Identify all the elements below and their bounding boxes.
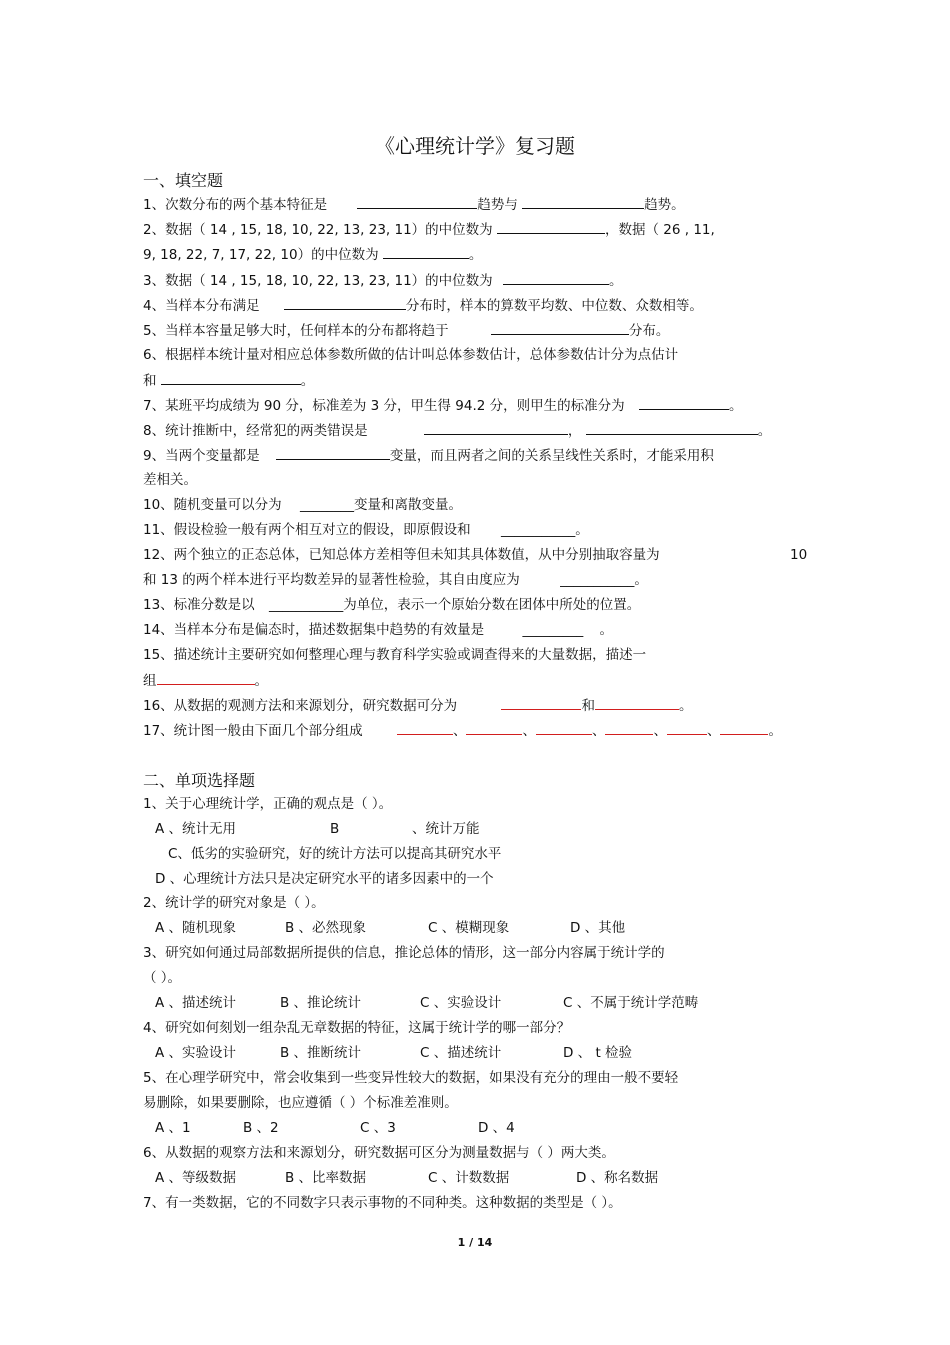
choice-6-option-d[interactable]: D 、称名数据 bbox=[576, 1170, 659, 1186]
q5-end: 分布。 bbox=[628, 323, 670, 339]
answer-blank[interactable] bbox=[161, 371, 301, 385]
q14-end: 。 bbox=[599, 622, 614, 638]
question-3 bbox=[143, 271, 622, 290]
choice-5-option-b[interactable]: B 、2 bbox=[243, 1120, 279, 1136]
answer-blank[interactable] bbox=[284, 296, 406, 310]
q10-text: 10、随机变量可以分为 bbox=[143, 497, 282, 513]
answer-blank[interactable] bbox=[424, 421, 568, 435]
q11-end: 。 bbox=[575, 522, 589, 538]
answer-blank[interactable]: ___________ bbox=[560, 572, 635, 588]
q17-end: 。 bbox=[768, 723, 782, 739]
question-12 bbox=[143, 546, 660, 564]
question-1 bbox=[143, 195, 685, 214]
q9-mid: 变量，而且两者之间的关系呈线性关系时，才能采用积 bbox=[389, 448, 714, 464]
q8-end: 。 bbox=[757, 423, 772, 439]
answer-blank[interactable] bbox=[536, 721, 592, 735]
q1-mid: 趋势与 bbox=[477, 197, 518, 213]
q12-text: 12、两个独立的正态总体，已知总体方差相等但未知其具体数值，从中分别抽取容量为 bbox=[143, 547, 660, 563]
choice-4-option-b[interactable]: B 、推断统计 bbox=[280, 1045, 362, 1061]
q4-end: 分布时，样本的算数平均数、中位数、众数相等。 bbox=[405, 298, 703, 314]
question-9-cont: 差相关。 bbox=[143, 472, 197, 488]
answer-blank[interactable] bbox=[491, 321, 629, 335]
choice-4-option-c[interactable]: C 、描述统计 bbox=[420, 1045, 502, 1061]
q16-text: 16、从数据的观测方法和来源划分，研究数据可分为 bbox=[143, 698, 458, 714]
q2-mid: ，数据（ 26 , 11, bbox=[604, 222, 715, 238]
question-16 bbox=[143, 696, 692, 715]
question-10 bbox=[143, 496, 462, 514]
q15-text-2: 组 bbox=[143, 673, 157, 689]
answer-blank[interactable]: _________ bbox=[522, 622, 584, 638]
choice-3-option-a[interactable]: A 、描述统计 bbox=[155, 995, 237, 1011]
q6-text: 6、根据样本统计量对相应总体参数所做的估计叫总体参数估计，总体参数估计分为点估计 bbox=[143, 347, 679, 363]
choice-1-option-a[interactable]: A 、统计无用 bbox=[155, 821, 237, 837]
q6-text-2: 和 bbox=[143, 373, 157, 389]
q7-end: 。 bbox=[728, 398, 743, 414]
q3-text: 3、数据（ 14 , 15, 18, 10, 22, 13, 23, 11）的中位数为 bbox=[143, 273, 493, 289]
choice-1-option-d[interactable]: D 、心理统计方法只是决定研究水平的诸多因素中的一个 bbox=[155, 871, 494, 887]
answer-blank[interactable] bbox=[157, 671, 255, 685]
question-11 bbox=[143, 521, 589, 539]
q3-end: 。 bbox=[608, 273, 623, 289]
q5-text: 5、当样本容量足够大时，任何样本的分布都将趋于 bbox=[143, 323, 449, 339]
answer-blank[interactable] bbox=[595, 696, 679, 710]
q13-end: 为单位，表示一个原始分数在团体中所处的位置。 bbox=[343, 597, 641, 613]
choice-question-1: 1、关于心理统计学，正确的观点是（ ）。 bbox=[143, 796, 393, 812]
q12-number: 10 bbox=[790, 547, 808, 563]
question-8 bbox=[143, 421, 771, 440]
q10-end: 变量和离散变量。 bbox=[353, 497, 462, 513]
choice-3-option-c[interactable]: C 、实验设计 bbox=[420, 995, 502, 1011]
choice-2-option-a[interactable]: A 、随机现象 bbox=[155, 920, 237, 936]
choice-2-option-c[interactable]: C 、模糊现象 bbox=[428, 920, 510, 936]
q2-text-2: 9, 18, 22, 7, 17, 22, 10）的中位数为 bbox=[143, 247, 379, 263]
question-15-cont bbox=[143, 671, 268, 690]
separator: 、 bbox=[706, 723, 721, 739]
answer-blank[interactable] bbox=[501, 696, 581, 710]
choice-question-5: 5、在心理学研究中，常会收集到一些变异性较大的数据，如果没有充分的理由一般不要轻 bbox=[143, 1070, 679, 1086]
choice-1-option-b[interactable]: B bbox=[330, 821, 340, 837]
q12-text-2: 和 13 的两个样本进行平均数差异的显著性检验，其自由度应为 bbox=[143, 572, 520, 588]
question-6 bbox=[143, 346, 678, 364]
answer-blank[interactable] bbox=[503, 271, 609, 285]
q9-text: 9、当两个变量都是 bbox=[143, 448, 260, 464]
answer-blank[interactable] bbox=[383, 245, 469, 259]
q16-mid: 和 bbox=[581, 698, 595, 714]
answer-blank[interactable] bbox=[276, 446, 390, 460]
choice-question-2: 2、统计学的研究对象是（ ）。 bbox=[143, 895, 325, 911]
question-5 bbox=[143, 321, 669, 340]
choice-3-option-d[interactable]: C 、不属于统计学范畴 bbox=[563, 995, 699, 1011]
answer-blank[interactable] bbox=[357, 195, 477, 209]
choice-2-option-b[interactable]: B 、必然现象 bbox=[285, 920, 367, 936]
question-13 bbox=[143, 596, 640, 614]
separator: 、 bbox=[591, 723, 606, 739]
question-6-cont bbox=[143, 371, 314, 390]
choice-4-option-d[interactable]: D 、 t 检验 bbox=[563, 1045, 633, 1061]
q13-text: 13、标准分数是以 bbox=[143, 597, 255, 613]
q14-text: 14、当样本分布是偏态时，描述数据集中趋势的有效量是 bbox=[143, 622, 485, 638]
answer-blank[interactable]: ________ bbox=[299, 497, 354, 513]
question-14 bbox=[143, 621, 613, 639]
question-2 bbox=[143, 220, 715, 239]
choice-question-4: 4、研究如何刻划一组杂乱无章数据的特征，这属于统计学的哪一部分？ bbox=[143, 1020, 571, 1036]
choice-5-option-a[interactable]: A 、1 bbox=[155, 1120, 191, 1136]
answer-blank[interactable] bbox=[586, 421, 758, 435]
section-choice-heading: 二、单项选择题 bbox=[143, 771, 256, 790]
q16-end: 。 bbox=[678, 698, 693, 714]
choice-question-3: 3、研究如何通过局部数据所提供的信息，推论总体的情形，这一部分内容属于统计学的 bbox=[143, 945, 665, 961]
answer-blank[interactable] bbox=[605, 721, 653, 735]
choice-2-option-d[interactable]: D 、其他 bbox=[570, 920, 626, 936]
answer-blank[interactable]: ___________ bbox=[500, 522, 576, 538]
q2-text: 2、数据（ 14 , 15, 18, 10, 22, 13, 23, 11）的中位数为 bbox=[143, 222, 493, 238]
q15-text: 15、描述统计主要研究如何整理心理与教育科学实验或调查得来的大量数据，描述一 bbox=[143, 647, 647, 663]
q6-end: 。 bbox=[300, 373, 315, 389]
question-7 bbox=[143, 396, 742, 415]
section-fill-in-heading: 一、填空题 bbox=[143, 171, 224, 190]
choice-5-option-d[interactable]: D 、4 bbox=[478, 1120, 515, 1136]
choice-4-option-a[interactable]: A 、实验设计 bbox=[155, 1045, 237, 1061]
q8-mid: ， bbox=[567, 423, 582, 439]
answer-blank[interactable] bbox=[639, 396, 729, 410]
answer-blank[interactable]: ___________ bbox=[268, 597, 344, 613]
q1-end: 趋势。 bbox=[644, 197, 685, 213]
separator: 、 bbox=[522, 723, 536, 739]
answer-blank[interactable] bbox=[667, 721, 707, 735]
answer-blank[interactable] bbox=[522, 195, 644, 209]
answer-blank[interactable] bbox=[497, 220, 605, 234]
answer-blank[interactable] bbox=[397, 721, 453, 735]
separator: 、 bbox=[452, 723, 467, 739]
answer-blank[interactable] bbox=[466, 721, 522, 735]
q17-text: 17、统计图一般由下面几个部分组成 bbox=[143, 723, 363, 739]
choice-6-option-b[interactable]: B 、比率数据 bbox=[285, 1170, 367, 1186]
q7-text: 7、某班平均成绩为 90 分，标准差为 3 分，甲生得 94.2 分，则甲生的标准分为 bbox=[143, 398, 625, 414]
question-4 bbox=[143, 296, 703, 315]
choice-6-option-a[interactable]: A 、等级数据 bbox=[155, 1170, 237, 1186]
choice-question-5-cont: 易删除，如果要删除，也应遵循（ ）个标准差准则。 bbox=[143, 1095, 458, 1111]
question-2-cont bbox=[143, 245, 482, 264]
document-title: 《心理统计学》复习题 bbox=[375, 134, 575, 158]
choice-3-option-b[interactable]: B 、推论统计 bbox=[280, 995, 362, 1011]
question-12-cont bbox=[143, 571, 648, 589]
q4-text: 4、当样本分布满足 bbox=[143, 298, 260, 314]
choice-6-option-c[interactable]: C 、计数数据 bbox=[428, 1170, 510, 1186]
q15-end: 。 bbox=[254, 673, 268, 689]
choice-1-option-b-text[interactable]: 、统计万能 bbox=[412, 821, 480, 837]
separator: 、 bbox=[653, 723, 667, 739]
choice-question-6: 6、从数据的观察方法和来源划分，研究数据可区分为测量数据与（ ）两大类。 bbox=[143, 1145, 615, 1161]
question-17 bbox=[143, 721, 782, 740]
choice-question-7: 7、有一类数据，它的不同数字只表示事物的不同种类。这种数据的类型是（ ）。 bbox=[143, 1195, 622, 1211]
q11-text: 11、假设检验一般有两个相互对立的假设，即原假设和 bbox=[143, 522, 471, 538]
question-9 bbox=[143, 446, 714, 465]
q12-end: 。 bbox=[634, 572, 648, 588]
q8-text: 8、统计推断中，经常犯的两类错误是 bbox=[143, 423, 368, 439]
answer-blank[interactable] bbox=[720, 721, 768, 735]
question-15 bbox=[143, 646, 646, 664]
choice-5-option-c[interactable]: C 、3 bbox=[360, 1120, 396, 1136]
page-number: 1 / 14 bbox=[457, 1236, 493, 1249]
choice-question-3-cont: （ ）。 bbox=[143, 970, 182, 986]
choice-1-option-c[interactable]: C、低劣的实验研究，好的统计方法可以提高其研究水平 bbox=[168, 846, 502, 862]
q1-text: 1、次数分布的两个基本特征是 bbox=[143, 197, 328, 213]
q2-end: 。 bbox=[468, 247, 483, 263]
